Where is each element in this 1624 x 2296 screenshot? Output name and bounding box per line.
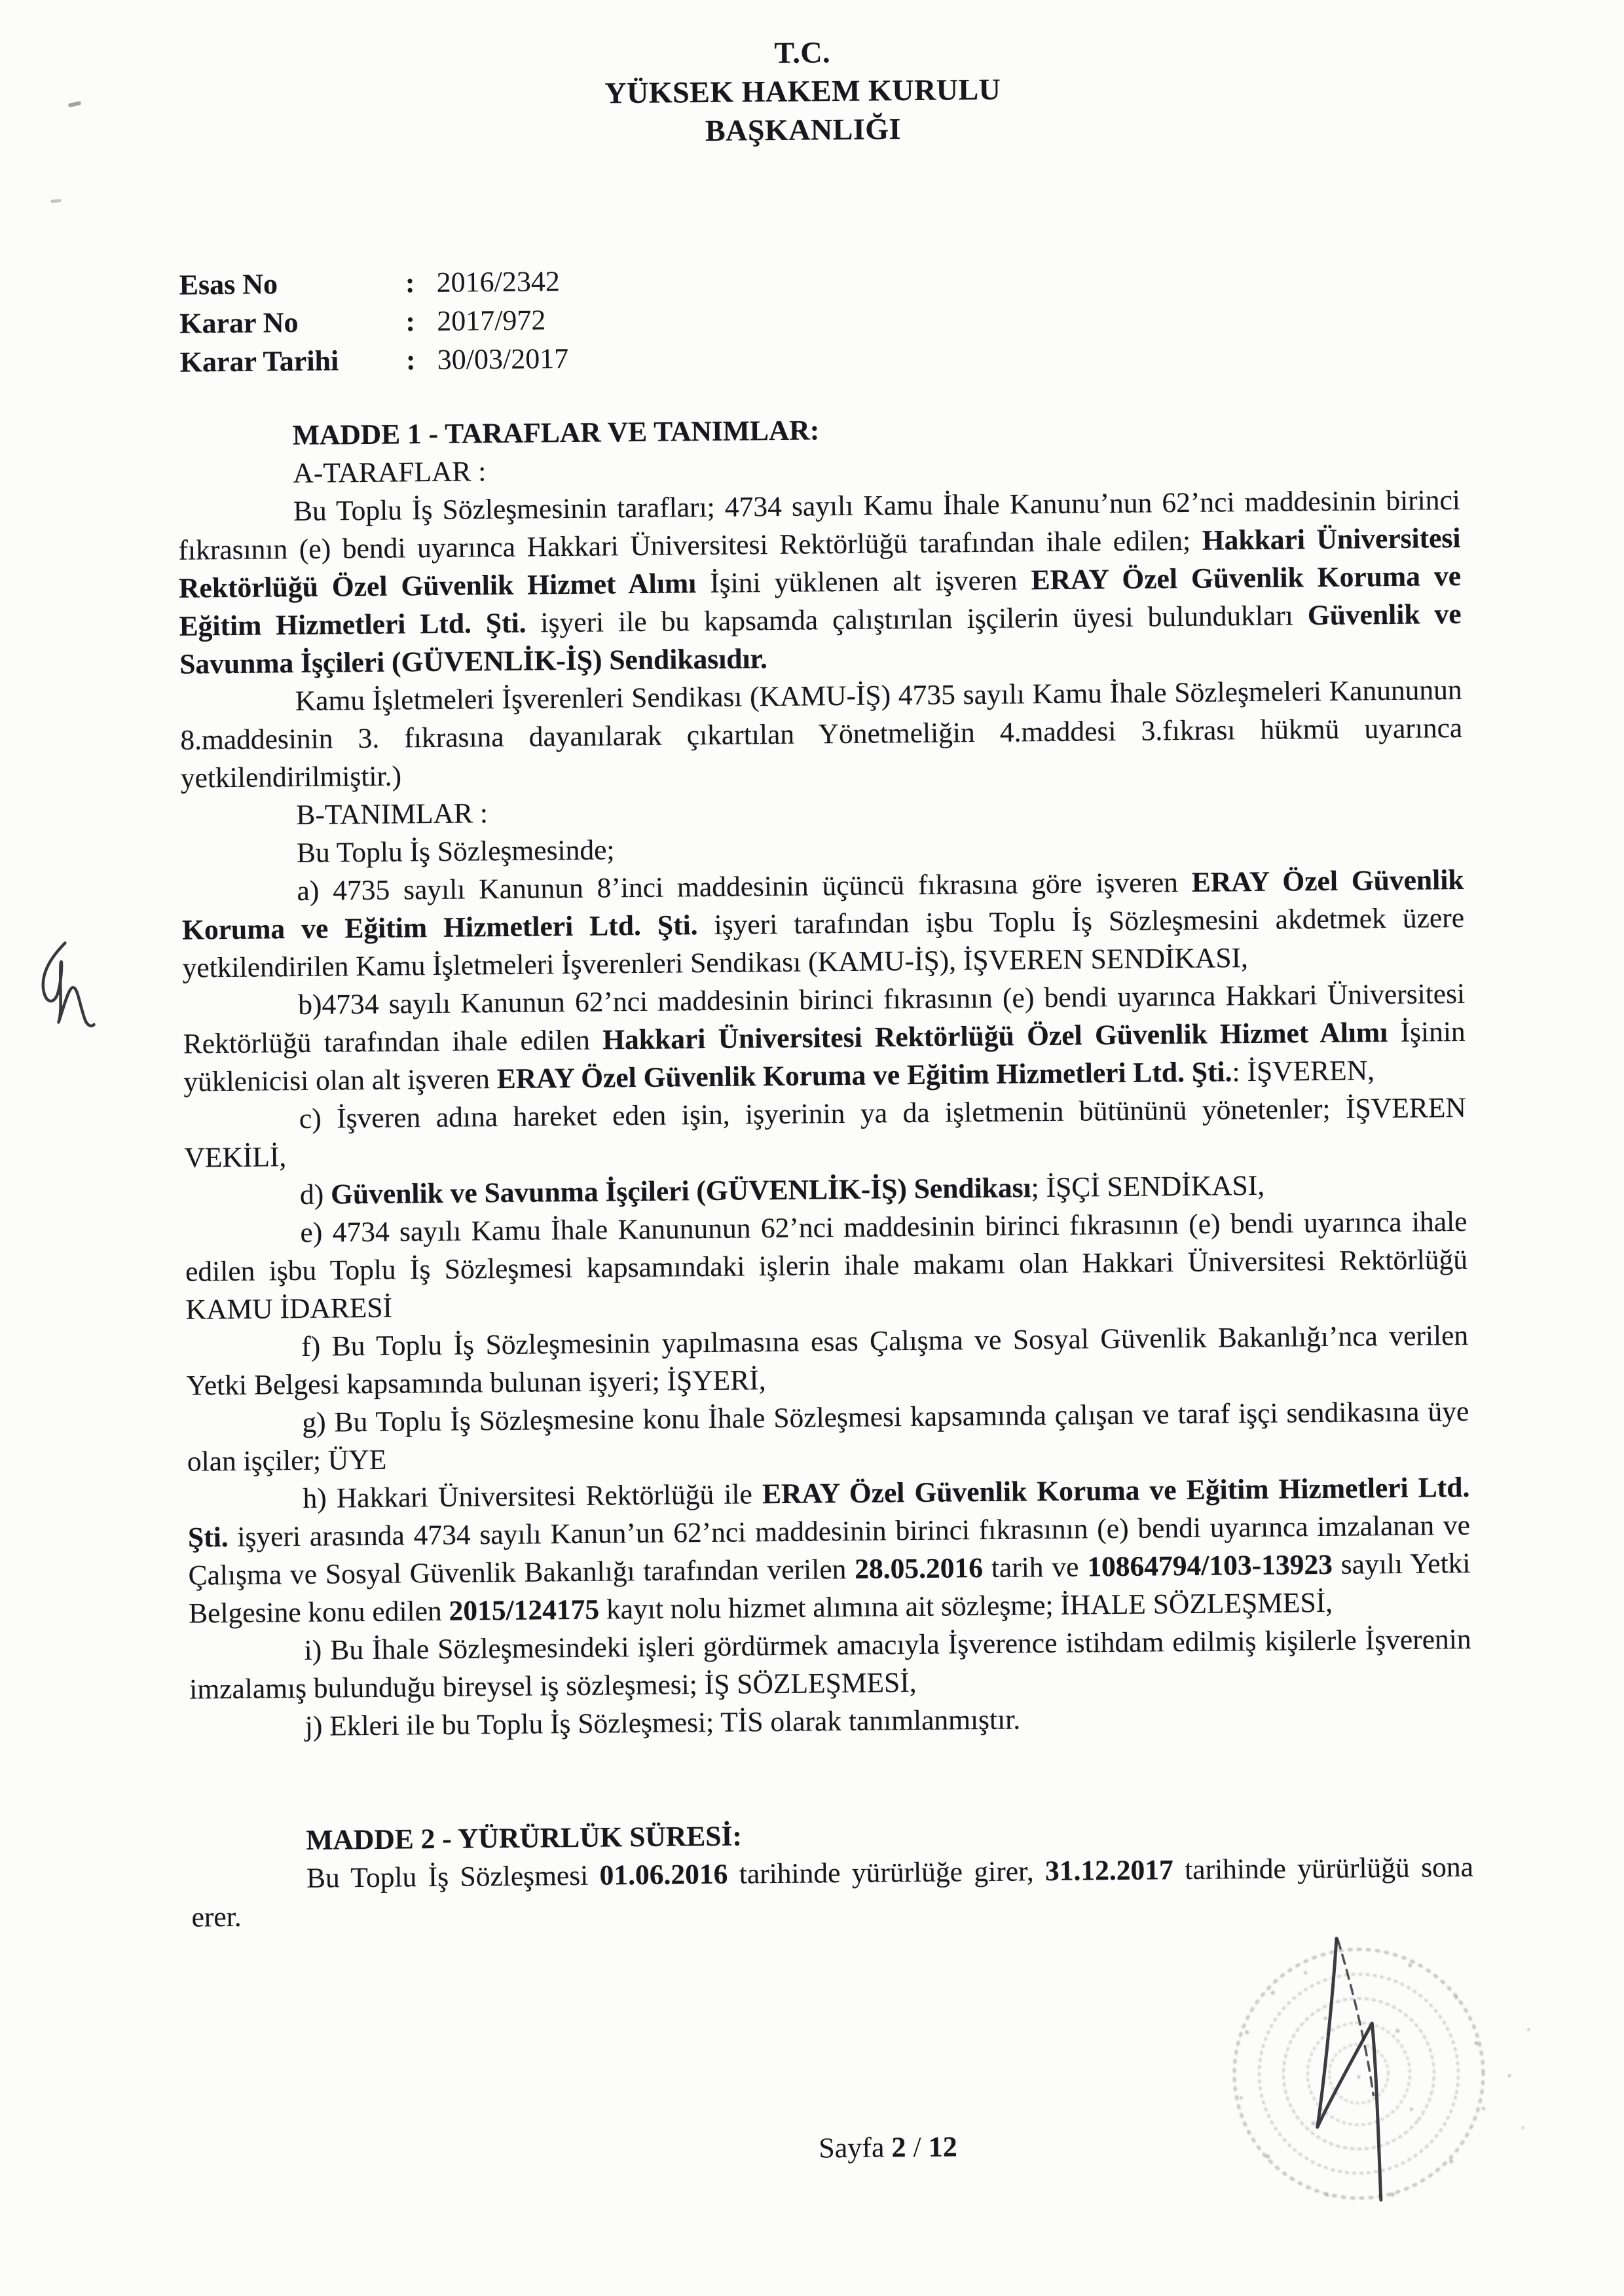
text-run: j) Ekleri ile bu Toplu İş Sözleşmesi; TİS olarak tanımlanmıştır. [304,1704,1021,1742]
text-run: 31.12.2017 [1044,1854,1174,1887]
text-run: MADDE 2 - YÜRÜRLÜK SÜRESİ: [306,1820,743,1856]
definition-item-i [189,1620,1471,1709]
case-info-row [179,262,568,304]
text-run: MADDE 1 - TARAFLAR VE TANIMLAR: [292,414,820,452]
text-run: Bu Toplu İş Sözleşmesi [306,1859,600,1894]
text-run: Bu Toplu İş Sözleşmesinin tarafları; 4734 sayılı Kamu İhale Kanunu’nun 62’nci maddesinin birinci fıkrasının (e) bendi uyarınca Hakkari Üniversitesi Rektörlüğü tarafından ihale edilen; [178,484,1461,566]
scan-artifact [50,199,61,203]
text-run: d) [299,1178,331,1211]
stamp-signature-icon [1316,1938,1381,2200]
text-run: b)4734 sayılı Kanunun 62’nci maddesinin birinci fıkrasının (e) bendi uyarınca Hakkari Üniversitesi Rektörlüğü tarafından ihale edilen [183,977,1466,1060]
case-info-row [179,339,568,382]
text-run: : İŞVEREN, [1232,1055,1375,1088]
text-run: h) Hakkari Üniversitesi Rektörlüğü ile [303,1478,763,1514]
case-info-row [179,301,568,343]
text-run: A-TARAFLAR : [293,456,487,490]
text-run: a) 4735 sayılı Kanunun 8’inci maddesinin üçüncü fıkrasına göre işveren [297,866,1192,907]
page-footer [750,2127,1026,2168]
definition-item-b [183,975,1466,1101]
stamp-circle-icon [1233,1948,1485,2200]
letterhead-line-tc: T.C. [774,35,831,69]
text-run: B-TANIMLAR : [296,797,489,831]
letterhead [0,26,1615,157]
text-run: ERAY Özel Güvenlik Koruma ve Eğitim Hizmetleri Ltd. Şti. [179,560,1462,642]
case-info-colon: : [405,344,416,376]
text-run: işyeri tarafından işbu Toplu İş Sözleşmesini akdetmek üzere yetkilendirilen Kamu İşletmeleri İşverenleri Sendikası (KAMU-İŞ), İŞVEREN SENDİKASI, [182,902,1465,984]
definition-item-h [187,1468,1471,1633]
letterhead-line-baskanlik: BAŞKANLIĞI [705,112,902,147]
text-run: Güvenlik ve Savunma İşçileri (GÜVENLİK-İŞ) Sendikası [330,1172,1031,1211]
text-run: tarih ve [982,1551,1088,1584]
case-info-label: Karar Tarihi [179,344,339,378]
text-run: c) İşveren adına hareket eden işin, işyerinin ya da işletmenin bütününü yönetenler; İŞVEREN VEKİLİ, [184,1091,1467,1174]
text-run: Sayfa [819,2131,892,2164]
case-info-label: Esas No [179,268,278,301]
official-stamp [1194,1911,1617,2295]
text-run: 10864794/103-13923 [1087,1548,1333,1583]
case-info-table [179,262,568,382]
handwritten-paraph-icon [18,920,131,1059]
text-run: işyeri arasında 4734 sayılı Kanun’un 62’nci maddesinin birinci fıkrasının (e) bendi uyarınca imzalanan ve Çalışma ve Sosyal Güvenlik Bakanlığı tarafından verilen [188,1509,1471,1592]
text-run: 2 [891,2131,906,2164]
text-run: f) Bu Toplu İş Sözleşmesinin yapılmasına esas Çalışma ve Sosyal Güvenlik Bakanlığı’nca verilen Yetki Belgesi kapsamında bulunan işyeri; İŞYERİ, [186,1319,1469,1402]
case-info-value: 30/03/2017 [437,342,569,376]
text-run: kayıt nolu hizmet alımına ait sözleşme; İHALE SÖZLEŞMESİ, [599,1586,1333,1626]
text-run: ; İŞÇİ SENDİKASI, [1031,1169,1265,1204]
text-run: İşinin yüklenicisi olan alt işveren [183,1015,1466,1098]
text-run: tarihinde yürürlüğü sona erer. [191,1851,1474,1933]
letterhead-line-kurul: YÜKSEK HAKEM KURULU [604,72,1001,110]
definition-item-f [186,1317,1469,1405]
text-run: ERAY Özel Güvenlik Koruma ve Eğitim Hizmetleri Ltd. Şti. [496,1056,1232,1095]
text-run: Güvenlik ve Savunma İşçileri (GÜVENLİK-İŞ) Sendikasıdır. [179,598,1462,680]
text-run: Kamu İşletmeleri İşverenleri Sendikası (KAMU-İŞ) 4735 sayılı Kamu İhale Sözleşmeleri Kanununun 8.maddesinin 3. fıkrasına dayanılarak çıkartılan Yönetmeliğin 4.maddesi 3.fıkrası hükmü uyarınca yetkilendirilmiştir.) [180,674,1463,794]
definition-item-a [181,861,1465,987]
text-run: 2015/124175 [449,1594,600,1627]
text-run: g) Bu Toplu İş Sözleşmesine konu İhale Sözleşmesi kapsamında çalışan ve taraf işçi sendikasına üye olan işçiler; ÜYE [187,1395,1469,1478]
text-run: İşini yüklenen alt işveren [695,564,1031,600]
text-run: 12 [928,2130,957,2163]
stamp-speckles [1238,1962,1532,2198]
case-info-label: Karar No [179,306,299,340]
text-run: işyeri ile bu kapsamda çalıştırılan işçilerin üyesi bulundukları [526,600,1308,639]
paragraph-parties [178,481,1462,683]
text-run: e) 4734 sayılı Kamu İhale Kanununun 62’nci maddesinin birinci fıkrasının (e) bendi uyarınca ihale edilen işbu Toplu İş Sözleşmesi kapsamındaki işlerin ihale makamı olan Hakkari Üniversitesi Rektörlüğü KAMU İDARESİ [185,1205,1468,1326]
text-run: 28.05.2016 [855,1552,984,1585]
definition-item-c [184,1089,1467,1177]
text-run: tarihinde yürürlüğe girer, [728,1855,1046,1890]
text-run: ERAY Özel Güvenlik Koruma ve Eğitim Hizmetleri Ltd. Şti. [181,864,1464,946]
case-info-value: 2017/972 [436,304,546,337]
case-info-colon: : [405,266,415,299]
text-run: / [906,2130,929,2164]
text-run: Hakkari Üniversitesi Rektörlüğü Özel Güvenlik Hizmet Alımı [178,522,1461,604]
text-run: Bu Toplu İş Sözleşmesinde; [296,834,615,869]
text-run: Hakkari Üniversitesi Rektörlüğü Özel Güvenlik Hizmet Alımı [602,1017,1388,1056]
document-body [177,405,1474,1937]
case-info-value: 2016/2342 [436,265,561,299]
paragraph-kamu-is [179,671,1463,797]
text-run: i) Bu İhale Sözleşmesindeki işleri gördürmek amacıyla İşverence istihdam edilmiş kişilerle İşverenin imzalamış bulunduğu bireysel iş sözleşmesi; İŞ SÖZLEŞMESİ, [189,1623,1471,1705]
text-run: 01.06.2016 [599,1858,728,1891]
text-run: sayılı Yetki Belgesine konu edilen [188,1547,1471,1630]
text-run: ERAY Özel Güvenlik Koruma ve Eğitim Hizmetleri Ltd. Şti. [187,1471,1470,1554]
case-info-colon: : [405,305,416,338]
definition-item-e [185,1203,1468,1329]
definition-item-g [187,1393,1469,1481]
